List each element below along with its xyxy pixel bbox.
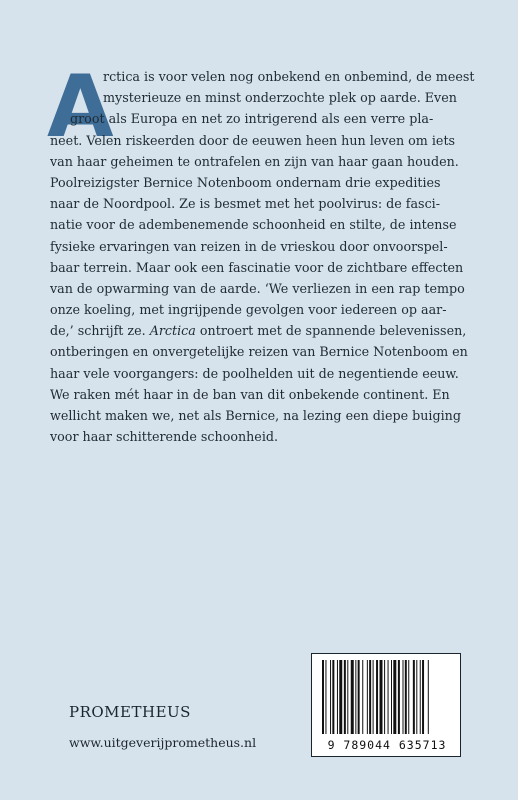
blurb-line: rctica is voor velen nog onbekend en onbemind, de meest — [103, 69, 475, 84]
barcode-bar — [373, 660, 374, 734]
blurb-line: van haar geheimen te ontrafelen en zijn van haar gaan houden. — [50, 153, 459, 169]
barcode-bar — [367, 660, 368, 734]
barcode-bar — [358, 660, 360, 734]
barcode-bar — [408, 660, 409, 734]
barcode-bar — [330, 660, 331, 734]
barcode-bar — [413, 660, 415, 734]
isbn-barcode — [311, 653, 461, 757]
barcode-bars — [322, 660, 452, 734]
blurb-line: fysieke ervaringen van reizen in de vrieskou door onvoorspel- — [50, 238, 448, 254]
barcode-bar — [420, 660, 421, 734]
blurb-line: natie voor de adembenemende schoonheid en stilte, de intense — [50, 217, 457, 233]
barcode-bar — [416, 660, 417, 734]
barcode-bar — [355, 660, 356, 734]
publisher-logo: PROMETHEUS — [69, 703, 191, 721]
barcode-bar — [391, 660, 392, 734]
barcode-bar — [384, 660, 385, 734]
barcode-bar — [351, 660, 354, 734]
barcode-bar — [337, 660, 338, 734]
barcode-bar — [380, 660, 383, 734]
blurb-line: baar terrein. Maar ook een fascinatie voor de zichtbare effecten — [50, 259, 464, 275]
blurb-line: van de opwarming van de aarde. ‘We verliezen in een rap tempo — [50, 280, 465, 296]
blurb-line: neet. Velen riskeerden door de eeuwen heen hun leven om iets — [50, 132, 456, 148]
blurb-line: ontberingen en onvergetelijke reizen van Bernice Notenboom en — [50, 344, 468, 360]
blurb-line: onze koeling, met ingrijpende gevolgen voor iedereen op aar- — [50, 302, 447, 318]
blurb-line: ontroert met de spannende belevenissen, — [199, 323, 467, 339]
blurb-line: mysterieuze en minst onderzochte plek op aarde. Even — [103, 90, 457, 106]
title-italic: Arctica — [149, 323, 196, 339]
blurb-line: We raken mét haar in de ban van dit onbekende continent. En — [50, 386, 450, 402]
barcode-bar — [422, 660, 424, 734]
isbn-number: 9 789044 635713 — [327, 738, 447, 752]
barcode-bar — [428, 660, 429, 734]
barcode-bar — [398, 660, 400, 734]
drop-cap: A — [47, 57, 114, 157]
barcode-bar — [376, 660, 378, 734]
barcode-bar — [388, 660, 389, 734]
blurb-line: haar vele voorgangers: de poolhelden uit de negentiende eeuw. — [50, 365, 459, 381]
barcode-bar — [322, 660, 324, 734]
blurb-line: de,’ schrijft ze. — [50, 323, 146, 339]
barcode-bar — [347, 660, 348, 734]
blurb-line: voor haar schitterende schoonheid. — [50, 429, 279, 445]
barcode-bar — [362, 660, 363, 734]
barcode-bar — [393, 660, 396, 734]
blurb-line-mixed — [50, 320, 470, 341]
barcode-bar — [403, 660, 404, 734]
blurb-line: Poolreizigster Bernice Notenboom ondernam drie expedities — [50, 174, 441, 190]
barcode-bar — [325, 660, 326, 734]
barcode-bar — [369, 660, 371, 734]
barcode-bar — [405, 660, 407, 734]
publisher-url: www.uitgeverijprometheus.nl — [69, 735, 257, 750]
blurb-line: naar de Noordpool. Ze is besmet met het poolvirus: de fasci- — [50, 196, 441, 212]
blurb-line: groot als Europa en net zo intrigerend als een verre pla- — [70, 111, 434, 127]
blurb-text — [50, 66, 475, 447]
barcode-bar — [332, 660, 334, 734]
barcode-bar — [339, 660, 342, 734]
blurb-line: wellicht maken we, net als Bernice, na lezing een diepe buiging — [50, 408, 461, 423]
barcode-bar — [344, 660, 346, 734]
